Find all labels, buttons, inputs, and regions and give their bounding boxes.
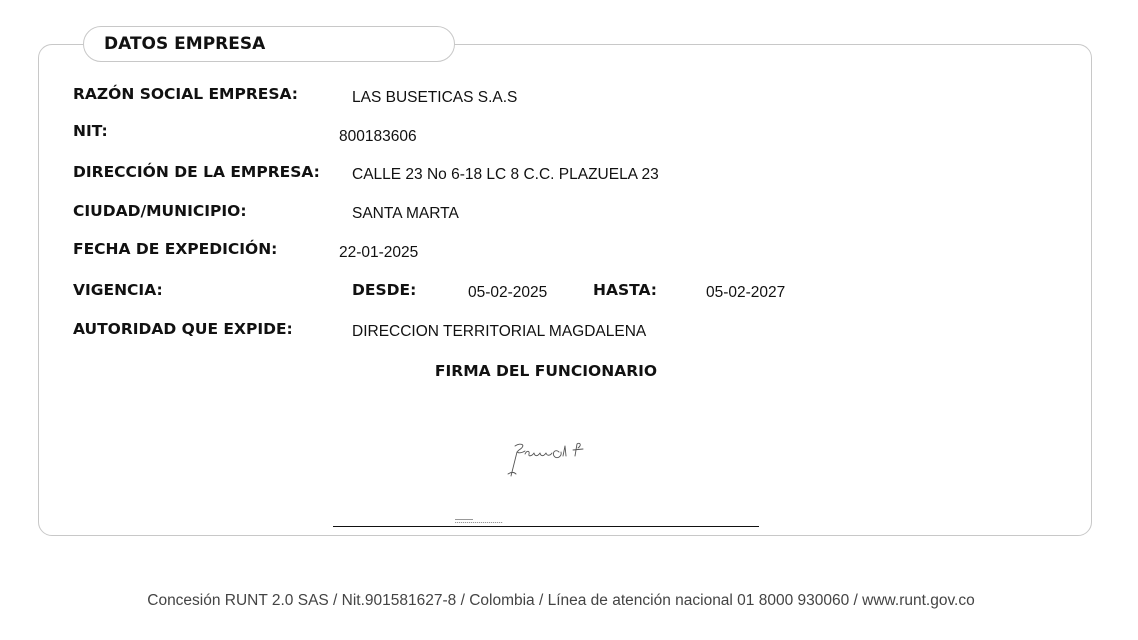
fecha-expedicion-label: FECHA DE EXPEDICIÓN: <box>73 240 278 258</box>
section-title: DATOS EMPRESA <box>83 26 455 62</box>
razon-social-label: RAZÓN SOCIAL EMPRESA: <box>73 85 299 103</box>
vigencia-desde-value: 05-02-2025 <box>468 284 548 301</box>
footer-text: Concesión RUNT 2.0 SAS / Nit.901581627-8 / Colombia / Línea de atención nacional 01 8000 930060 / www.runt.gov.co <box>147 592 975 609</box>
signature-title: FIRMA DEL FUNCIONARIO <box>434 362 658 380</box>
autoridad-label: AUTORIDAD QUE EXPIDE: <box>73 320 293 338</box>
nit-label: NIT: <box>73 122 108 140</box>
vigencia-desde-label: DESDE: <box>352 281 417 299</box>
direccion-value: CALLE 23 No 6-18 LC 8 C.C. PLAZUELA 23 <box>352 166 659 183</box>
signature-image <box>505 436 595 480</box>
direccion-label: DIRECCIÓN DE LA EMPRESA: <box>73 163 320 181</box>
signature-line <box>333 526 759 527</box>
vigencia-hasta-value: 05-02-2027 <box>706 284 786 301</box>
vigencia-hasta-label: HASTA: <box>593 281 657 299</box>
vigencia-label: VIGENCIA: <box>73 281 163 299</box>
autoridad-value: DIRECCION TERRITORIAL MAGDALENA <box>352 323 647 340</box>
ciudad-value: SANTA MARTA <box>352 205 459 222</box>
ciudad-label: CIUDAD/MUNICIPIO: <box>73 202 247 220</box>
signature-stamp-marks <box>455 518 505 524</box>
fecha-expedicion-value: 22-01-2025 <box>339 244 419 261</box>
nit-value: 800183606 <box>339 128 417 145</box>
razon-social-value: LAS BUSETICAS S.A.S <box>352 89 518 106</box>
